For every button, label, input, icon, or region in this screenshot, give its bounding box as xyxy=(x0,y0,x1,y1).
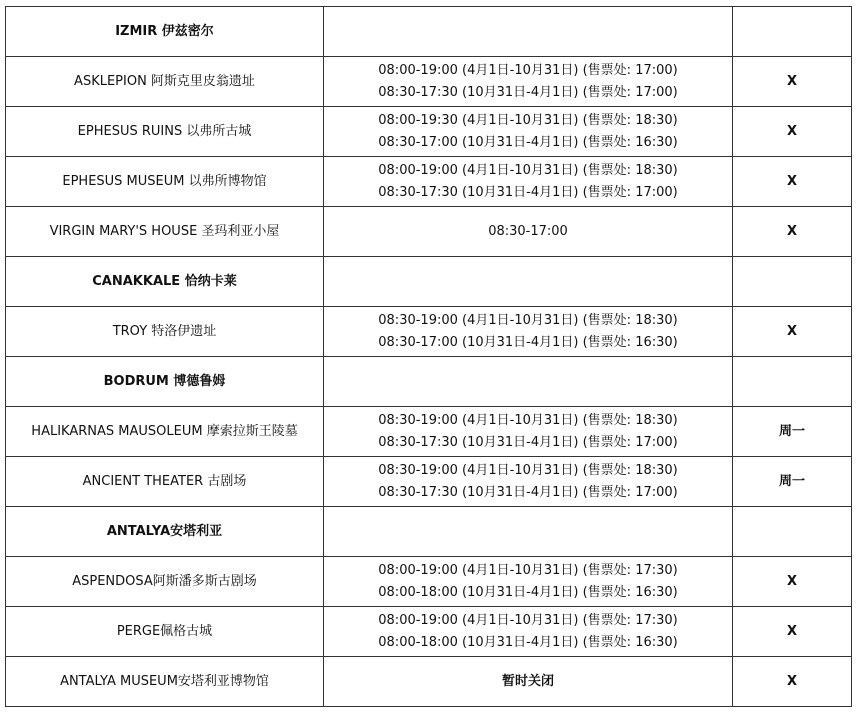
opening-hours-cell xyxy=(324,107,733,157)
site-name: ASPENDOSA阿斯潘多斯古剧场 xyxy=(6,557,324,607)
empty-closed-cell xyxy=(733,507,852,557)
empty-closed-cell xyxy=(733,7,852,57)
site-name: ASKLEPION 阿斯克里皮翁遗址 xyxy=(6,57,324,107)
hours-line: 08:00-19:00 (4月1日-10月31日) (售票处: 17:00) xyxy=(378,62,678,78)
closed-day: X xyxy=(733,557,852,607)
opening-hours-cell xyxy=(324,407,733,457)
site-row xyxy=(6,407,852,457)
region-header-row xyxy=(6,7,852,57)
site-row xyxy=(6,607,852,657)
hours-line: 08:30-17:30 (10月31日-4月1日) (售票处: 17:00) xyxy=(378,184,678,200)
empty-closed-cell xyxy=(733,257,852,307)
site-row xyxy=(6,207,852,257)
opening-hours-cell xyxy=(324,207,733,257)
hours-line: 08:00-19:30 (4月1日-10月31日) (售票处: 18:30) xyxy=(378,112,678,128)
site-row xyxy=(6,657,852,707)
hours-line: 08:00-19:00 (4月1日-10月31日) (售票处: 17:30) xyxy=(378,562,678,578)
closed-day: X xyxy=(733,157,852,207)
opening-hours-cell xyxy=(324,657,733,707)
empty-closed-cell xyxy=(733,357,852,407)
site-name: HALIKARNAS MAUSOLEUM 摩索拉斯王陵墓 xyxy=(6,407,324,457)
opening-hours-cell xyxy=(324,557,733,607)
hours-line: 08:00-18:00 (10月31日-4月1日) (售票处: 16:30) xyxy=(378,634,678,650)
closed-day: X xyxy=(733,57,852,107)
region-name: CANAKKALE 恰纳卡莱 xyxy=(6,257,324,307)
hours-line: 08:30-17:30 (10月31日-4月1日) (售票处: 17:00) xyxy=(378,484,678,500)
site-name: EPHESUS RUINS 以弗所古城 xyxy=(6,107,324,157)
hours-line: 08:30-17:00 (10月31日-4月1日) (售票处: 16:30) xyxy=(378,134,678,150)
opening-hours-table xyxy=(5,6,852,707)
region-header-row xyxy=(6,507,852,557)
hours-line: 08:00-19:00 (4月1日-10月31日) (售票处: 18:30) xyxy=(378,162,678,178)
table-body xyxy=(6,7,852,707)
empty-hours-cell xyxy=(324,357,733,407)
site-name: VIRGIN MARY'S HOUSE 圣玛利亚小屋 xyxy=(6,207,324,257)
region-header-row xyxy=(6,357,852,407)
hours-line: 暂时关闭 xyxy=(501,673,554,689)
site-name: EPHESUS MUSEUM 以弗所博物馆 xyxy=(6,157,324,207)
opening-hours-cell xyxy=(324,457,733,507)
region-name: ANTALYA安塔利亚 xyxy=(6,507,324,557)
closed-day: X xyxy=(733,657,852,707)
empty-hours-cell xyxy=(324,257,733,307)
empty-hours-cell xyxy=(324,507,733,557)
hours-line: 08:30-19:00 (4月1日-10月31日) (售票处: 18:30) xyxy=(378,312,678,328)
site-name: PERGE佩格古城 xyxy=(6,607,324,657)
empty-hours-cell xyxy=(324,7,733,57)
hours-line: 08:30-17:00 xyxy=(488,223,568,239)
hours-line: 08:30-19:00 (4月1日-10月31日) (售票处: 18:30) xyxy=(378,462,678,478)
hours-line: 08:30-17:00 (10月31日-4月1日) (售票处: 16:30) xyxy=(378,334,678,350)
site-name: ANCIENT THEATER 古剧场 xyxy=(6,457,324,507)
opening-hours-cell xyxy=(324,307,733,357)
site-row xyxy=(6,557,852,607)
opening-hours-cell xyxy=(324,607,733,657)
opening-hours-cell xyxy=(324,57,733,107)
closed-day: X xyxy=(733,207,852,257)
closed-day: X xyxy=(733,607,852,657)
hours-line: 08:00-19:00 (4月1日-10月31日) (售票处: 17:30) xyxy=(378,612,678,628)
closed-day: 周一 xyxy=(733,407,852,457)
hours-line: 08:30-17:30 (10月31日-4月1日) (售票处: 17:00) xyxy=(378,434,678,450)
site-row xyxy=(6,457,852,507)
site-row xyxy=(6,107,852,157)
site-name: TROY 特洛伊遗址 xyxy=(6,307,324,357)
site-row xyxy=(6,57,852,107)
closed-day: 周一 xyxy=(733,457,852,507)
region-header-row xyxy=(6,257,852,307)
opening-hours-cell xyxy=(324,157,733,207)
closed-day: X xyxy=(733,107,852,157)
region-name: BODRUM 博德鲁姆 xyxy=(6,357,324,407)
region-name: IZMIR 伊兹密尔 xyxy=(6,7,324,57)
site-row xyxy=(6,307,852,357)
hours-line: 08:30-19:00 (4月1日-10月31日) (售票处: 18:30) xyxy=(378,412,678,428)
hours-line: 08:00-18:00 (10月31日-4月1日) (售票处: 16:30) xyxy=(378,584,678,600)
site-name: ANTALYA MUSEUM安塔利亚博物馆 xyxy=(6,657,324,707)
site-row xyxy=(6,157,852,207)
hours-line: 08:30-17:30 (10月31日-4月1日) (售票处: 17:00) xyxy=(378,84,678,100)
closed-day: X xyxy=(733,307,852,357)
